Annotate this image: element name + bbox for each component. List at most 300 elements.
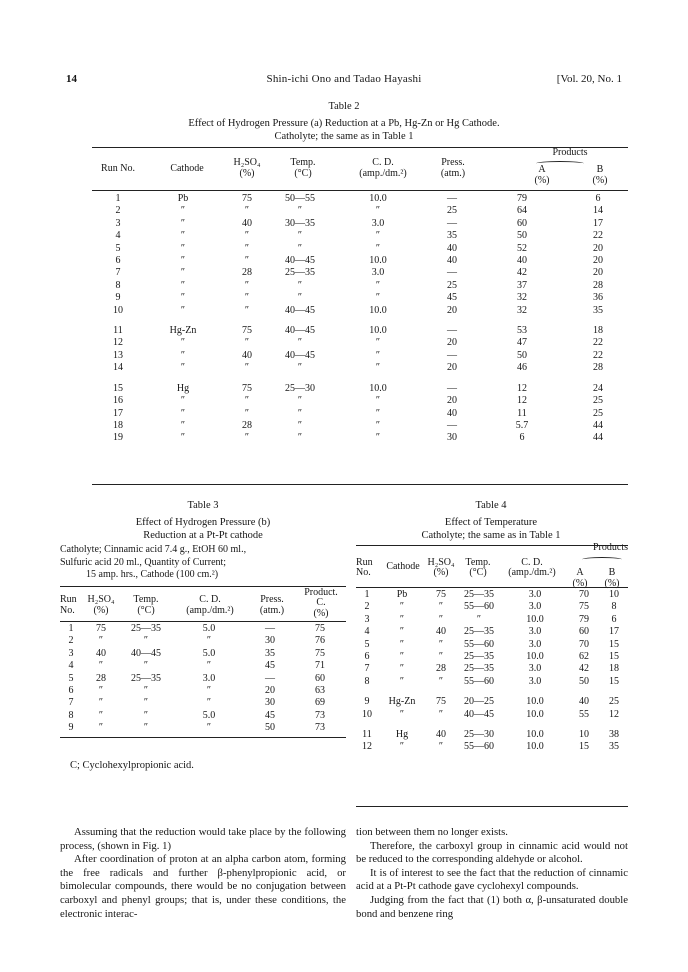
table-cell: ″: [180, 337, 186, 349]
t4-h-temp-unit: (°C): [469, 567, 487, 578]
table-cell: 10.0: [369, 193, 387, 204]
table-cell: 20: [593, 267, 603, 279]
table-cell: 40: [447, 407, 457, 419]
table-cell: 40: [436, 626, 446, 638]
table-cell: ″: [399, 638, 405, 650]
table-cell: 55—60: [464, 638, 494, 650]
table-cell: ″: [399, 651, 405, 663]
table-cell: 40: [242, 217, 252, 229]
table-cell: 46: [517, 362, 527, 374]
table-row: [356, 741, 628, 753]
table-row: [92, 280, 628, 292]
t2-h-cd-unit: (amp./dm.²): [359, 168, 407, 179]
table-cell: 10: [362, 708, 372, 720]
table4-caption-line2: Catholyte; the same as in Table 1: [421, 530, 561, 541]
table-cell: 13: [113, 349, 123, 361]
table-cell: ″: [244, 407, 250, 419]
table-cell: 63: [315, 685, 325, 697]
table-cell: ″: [297, 362, 303, 374]
table-cell: 14: [593, 205, 603, 217]
table3-condition-line3: 15 amp. hrs., Cathode (100 cm.²): [86, 569, 219, 580]
table-cell: 2: [115, 205, 121, 217]
table-cell: 20: [447, 395, 457, 407]
table4-bottom-rule: [356, 806, 628, 807]
table-row: [60, 697, 346, 709]
t4-h-a-unit: (%): [572, 578, 588, 589]
table-cell: 2: [68, 635, 74, 647]
table-cell: 20: [593, 242, 603, 254]
body-left-paragraph-2: After coordination of proton at an alpha carbon atom, forming the free radicals and further β-phenylpropionic acid, or bimolecular compounds, there would be no conjugation between carboxyl and phenyl groups; that is, under these conditions, the electronic interac-: [60, 853, 346, 920]
table-cell: 25—30: [464, 729, 494, 741]
t2-h-b: B: [596, 164, 604, 175]
table-cell: ″: [399, 663, 405, 675]
table-cell: ″: [399, 626, 405, 638]
table-cell: 3.0: [528, 638, 542, 650]
table-cell: 5: [364, 638, 370, 650]
table-cell: ″: [98, 697, 104, 709]
table-cell: —: [447, 325, 457, 337]
table-cell: ″: [244, 337, 250, 349]
table-cell: 35: [593, 304, 603, 316]
table-row: [92, 325, 628, 337]
table-cell: 20: [593, 255, 603, 267]
table2-header-rule: [92, 190, 628, 191]
table-cell: —: [447, 217, 457, 229]
table-cell: 6: [611, 613, 617, 625]
table-cell: 11: [113, 325, 123, 337]
table-cell: ″: [297, 242, 303, 254]
t2-h-a: A: [538, 164, 546, 175]
table3-header: [60, 588, 346, 620]
table-cell: ″: [399, 601, 405, 613]
table-cell: Hg: [395, 729, 409, 741]
table-cell: 3: [68, 647, 74, 659]
table-cell: ″: [375, 432, 381, 444]
table-cell: ″: [244, 279, 250, 291]
table-cell: 15: [609, 675, 619, 687]
table-cell: 40—45: [464, 708, 494, 720]
table-cell: ″: [180, 304, 186, 316]
table-cell: Pb: [177, 193, 189, 204]
table-cell: 7: [364, 663, 370, 675]
table-cell: 10.0: [526, 651, 544, 663]
t3-h-product-unit: (%): [313, 608, 329, 619]
table-cell: ″: [244, 255, 250, 267]
t4-h-b: B: [608, 567, 616, 578]
table-cell: ″: [180, 419, 186, 431]
table-cell: 79: [579, 613, 589, 625]
t2-h-products: Products: [552, 147, 588, 158]
table-cell: ″: [297, 337, 303, 349]
table-cell: 64: [517, 205, 527, 217]
table-cell: ″: [180, 292, 186, 304]
table2-caption-line2: Catholyte; the same as in Table 1: [274, 131, 414, 142]
table-cell: 53: [517, 325, 527, 337]
body-right-paragraph-4: Judging from the fact that (1) both α, β-unsaturated double bond and benzene ring: [356, 893, 628, 920]
table-cell: 10.0: [369, 382, 387, 394]
table-cell: ″: [180, 242, 186, 254]
table-cell: 3.0: [528, 675, 542, 687]
table-cell: 3.0: [371, 217, 385, 229]
table-cell: 20: [265, 685, 275, 697]
table-cell: 45: [447, 292, 457, 304]
table-cell: —: [265, 672, 275, 684]
table-cell: Hg-Zn: [388, 696, 416, 708]
table-cell: 18: [113, 419, 123, 431]
table3-caption-line2: Reduction at a Pt-Pt cathode: [143, 530, 263, 541]
table-cell: ″: [206, 697, 212, 709]
table-cell: 28: [242, 267, 252, 279]
t2-h-h2so4-unit: (%): [239, 168, 255, 179]
table-cell: 55—60: [464, 741, 494, 753]
table-cell: 32: [517, 304, 527, 316]
table-cell: 42: [579, 663, 589, 675]
table-cell: ″: [375, 279, 381, 291]
group-spacer: [356, 721, 628, 729]
t2-h-temp-unit: (°C): [294, 168, 312, 179]
table-row: [92, 255, 628, 267]
table-cell: ″: [244, 242, 250, 254]
table-row: [356, 639, 628, 651]
table-cell: 75: [579, 601, 589, 613]
table-cell: 4: [364, 626, 370, 638]
table-cell: 40—45: [285, 304, 315, 316]
body-right-column: [356, 826, 628, 921]
table-cell: 35: [609, 741, 619, 753]
table-cell: 44: [593, 419, 603, 431]
table-cell: ″: [438, 638, 444, 650]
group-spacer: [356, 688, 628, 696]
table-cell: 3: [115, 217, 121, 229]
table-cell: ″: [375, 242, 381, 254]
table-cell: 10: [113, 304, 123, 316]
table-cell: 15: [579, 741, 589, 753]
table-cell: 10.0: [369, 255, 387, 267]
table-row: [60, 710, 346, 722]
t4-h-run2: No.: [356, 567, 371, 578]
table-cell: ″: [180, 267, 186, 279]
table-cell: 73: [315, 722, 325, 734]
table-cell: ″: [244, 362, 250, 374]
t3-h-press-unit: (atm.): [259, 605, 285, 616]
table-cell: ″: [180, 205, 186, 217]
table-cell: ″: [297, 407, 303, 419]
table-cell: 55: [579, 708, 589, 720]
table-cell: 60: [517, 217, 527, 229]
table-row: [356, 626, 628, 638]
table-cell: ″: [98, 685, 104, 697]
table-cell: 40: [447, 242, 457, 254]
table-cell: 32: [517, 292, 527, 304]
table-cell: ″: [143, 660, 149, 672]
table-row: [60, 673, 346, 685]
table-cell: 5.0: [202, 623, 216, 634]
table-cell: ″: [375, 205, 381, 217]
table-cell: ″: [297, 279, 303, 291]
table-cell: ″: [143, 722, 149, 734]
table-cell: 11: [517, 407, 527, 419]
table-cell: ″: [297, 432, 303, 444]
table-cell: ″: [375, 419, 381, 431]
table-cell: ″: [297, 230, 303, 242]
table-cell: ″: [180, 230, 186, 242]
table-cell: 44: [593, 432, 603, 444]
table-cell: 20: [447, 304, 457, 316]
table-cell: 6: [519, 432, 525, 444]
table-cell: 3.0: [371, 267, 385, 279]
t3-h-temp-unit: (°C): [137, 605, 155, 616]
body-right-paragraph-1: tion between them no longer exists.: [356, 826, 508, 838]
table-cell: 28: [436, 663, 446, 675]
t2-h-b-unit: (%): [592, 175, 608, 186]
table-cell: ″: [180, 407, 186, 419]
table-row: [92, 267, 628, 279]
table-cell: 3: [364, 613, 370, 625]
table-cell: 79: [517, 193, 527, 204]
table-row: [92, 395, 628, 407]
t4-h-cd-unit: (amp./dm.²): [508, 567, 556, 578]
table-row: [92, 230, 628, 242]
table-row: [92, 305, 628, 317]
table-row: [356, 589, 628, 601]
t2-h-press: Press.: [441, 157, 465, 168]
table-cell: ″: [180, 217, 186, 229]
table-cell: 45: [265, 709, 275, 721]
table4-label: Table 4: [475, 500, 507, 511]
table-cell: ″: [438, 651, 444, 663]
table-cell: ″: [206, 722, 212, 734]
table-cell: 25—35: [464, 589, 494, 600]
t4-h-h2so4: H₂SO₄: [427, 557, 455, 568]
table-cell: 75: [315, 647, 325, 659]
table-cell: 12: [609, 708, 619, 720]
table-cell: 10.0: [526, 708, 544, 720]
table-cell: 25—35: [131, 672, 161, 684]
table-cell: 5.0: [202, 647, 216, 659]
t4-h-run: Run: [356, 557, 373, 568]
table-cell: Hg: [176, 382, 190, 394]
table-cell: 24: [593, 382, 603, 394]
table-cell: ″: [143, 685, 149, 697]
table-cell: —: [447, 193, 457, 204]
table-row: [60, 722, 346, 734]
table-cell: 15: [609, 651, 619, 663]
table-cell: 8: [364, 675, 370, 687]
table-cell: ″: [399, 708, 405, 720]
table-cell: 60: [579, 626, 589, 638]
table-cell: 40—45: [131, 647, 161, 659]
table-cell: 12: [517, 395, 527, 407]
table-cell: ″: [399, 613, 405, 625]
t3-h-run: Run: [60, 594, 77, 605]
table-row: [92, 420, 628, 432]
t4-h-cathode: Cathode: [386, 561, 420, 572]
table-cell: 69: [315, 697, 325, 709]
table-cell: 9: [364, 696, 370, 708]
table-cell: 35: [265, 647, 275, 659]
table-row: [60, 635, 346, 647]
table3-footnote: C; Cyclohexylpropionic acid.: [70, 760, 194, 771]
table-cell: 25: [593, 407, 603, 419]
table-row: [92, 350, 628, 362]
table-cell: 14: [113, 362, 123, 374]
table-cell: 20: [447, 362, 457, 374]
table-cell: 1: [364, 589, 370, 600]
table-cell: 1: [115, 193, 121, 204]
body-left-paragraph-1: Assuming that the reduction would take place by the following process, (shown in Fig. 1): [60, 826, 346, 852]
table-cell: —: [447, 349, 457, 361]
table-cell: 75: [436, 589, 446, 600]
t2-h-h2so4: H₂SO₄: [233, 157, 261, 168]
table-cell: 18: [593, 325, 603, 337]
table-cell: 28: [593, 362, 603, 374]
t4-h-temp: Temp.: [465, 557, 491, 568]
table2-label: Table 2: [328, 101, 360, 112]
table-cell: 42: [517, 267, 527, 279]
table-cell: ″: [399, 741, 405, 753]
table-cell: 62: [579, 651, 589, 663]
table-cell: 9: [115, 292, 121, 304]
table-cell: ″: [180, 279, 186, 291]
table-cell: 30: [447, 432, 457, 444]
table-cell: ″: [375, 349, 381, 361]
table-row: [60, 660, 346, 672]
group-spacer: [92, 375, 628, 383]
table-row: [92, 432, 628, 444]
table-cell: ″: [244, 395, 250, 407]
table-cell: 50: [517, 349, 527, 361]
table2-header: [92, 147, 628, 190]
table-row: [92, 205, 628, 217]
table-cell: 17: [593, 217, 603, 229]
table-cell: ″: [180, 432, 186, 444]
t4-h-h2so4-unit: (%): [433, 567, 449, 578]
t2-h-run: Run No.: [101, 163, 135, 174]
table-cell: 16: [113, 395, 123, 407]
table-cell: ″: [438, 741, 444, 753]
table-cell: 75: [242, 193, 252, 204]
table-row: [92, 383, 628, 395]
table-cell: ″: [375, 395, 381, 407]
table-cell: 73: [315, 709, 325, 721]
t4-h-a: A: [576, 567, 584, 578]
t2-h-cd: C. D.: [372, 157, 394, 168]
table-cell: ″: [98, 660, 104, 672]
table-cell: 28: [96, 672, 106, 684]
table-cell: ″: [98, 722, 104, 734]
t3-h-press: Press.: [260, 594, 284, 605]
t2-h-cathode: Cathode: [170, 163, 204, 174]
table-cell: 76: [315, 635, 325, 647]
table-cell: 75: [436, 696, 446, 708]
table-cell: ″: [438, 708, 444, 720]
table-cell: 30: [265, 697, 275, 709]
table-cell: ″: [375, 362, 381, 374]
table3-caption-line1: Effect of Hydrogen Pressure (b): [135, 517, 271, 528]
table-row: [60, 623, 346, 635]
running-header-authors: Shin-ichi Ono and Tadao Hayashi: [266, 73, 422, 85]
table2-bottom-rule: [92, 484, 628, 485]
table-cell: 25—35: [285, 267, 315, 279]
table-cell: 25—30: [285, 382, 315, 394]
table-cell: 20—25: [464, 696, 494, 708]
table-cell: 6: [115, 255, 121, 267]
table-cell: 7: [115, 267, 121, 279]
t4-h-cd: C. D.: [521, 557, 543, 568]
table-cell: ″: [438, 613, 444, 625]
table-cell: ″: [206, 685, 212, 697]
table-cell: 38: [609, 729, 619, 741]
table-cell: ″: [206, 660, 212, 672]
table-cell: 40: [447, 255, 457, 267]
table-cell: 15: [609, 638, 619, 650]
table-cell: 30—35: [285, 217, 315, 229]
table-cell: Pb: [396, 589, 408, 600]
table-cell: 3.0: [528, 589, 542, 600]
table-cell: ″: [297, 395, 303, 407]
table-row: [356, 663, 628, 675]
table-cell: 3.0: [528, 601, 542, 613]
table-cell: Hg-Zn: [169, 325, 197, 337]
table-cell: 3.0: [528, 626, 542, 638]
table-cell: 1: [68, 623, 74, 634]
table-cell: 10: [609, 589, 619, 600]
table-cell: 25—35: [464, 651, 494, 663]
table-row: [356, 676, 628, 688]
table-row: [356, 729, 628, 741]
table4-header: [356, 542, 628, 589]
table-cell: 5.7: [515, 419, 529, 431]
table-row: [356, 696, 628, 708]
table-row: [356, 709, 628, 721]
table-cell: ″: [244, 230, 250, 242]
table-cell: 47: [517, 337, 527, 349]
body-left-column: [60, 826, 346, 921]
table-cell: ″: [375, 407, 381, 419]
table-cell: 7: [68, 697, 74, 709]
table-row: [356, 614, 628, 626]
table-cell: 10: [579, 729, 589, 741]
table-cell: 8: [68, 709, 74, 721]
body-right-paragraph-3: It is of interest to see the fact that the reduction of cinnamic acid at a Pt-Pt cathode gave cyclohexyl compounds.: [356, 866, 628, 893]
table-cell: 50: [265, 722, 275, 734]
table-cell: ″: [297, 419, 303, 431]
table-row: [60, 685, 346, 697]
table3-bottom-rule: [60, 737, 346, 738]
running-header-volume: [Vol. 20, No. 1: [556, 73, 622, 85]
table-cell: 75: [242, 382, 252, 394]
table-row: [92, 337, 628, 349]
table-cell: 25: [609, 696, 619, 708]
table-cell: 6: [68, 685, 74, 697]
table-cell: 3.0: [202, 672, 216, 684]
table-cell: 18: [609, 663, 619, 675]
table-cell: 28: [242, 419, 252, 431]
table-cell: 22: [593, 230, 603, 242]
table-cell: ″: [244, 205, 250, 217]
table-row: [60, 648, 346, 660]
table-row: [92, 243, 628, 255]
table-cell: 70: [579, 638, 589, 650]
table-cell: 40: [579, 696, 589, 708]
t2-h-temp: Temp.: [290, 157, 316, 168]
t3-h-h2so4-unit: (%): [93, 605, 109, 616]
table-cell: 12: [517, 382, 527, 394]
body-right-paragraph-2: Therefore, the carboxyl group in cinnamic acid would not be reduced to the corresponding aldehyde or alcohol.: [356, 839, 628, 866]
table-cell: 50—55: [285, 193, 315, 204]
table-cell: 70: [579, 589, 589, 600]
table-cell: ″: [143, 635, 149, 647]
